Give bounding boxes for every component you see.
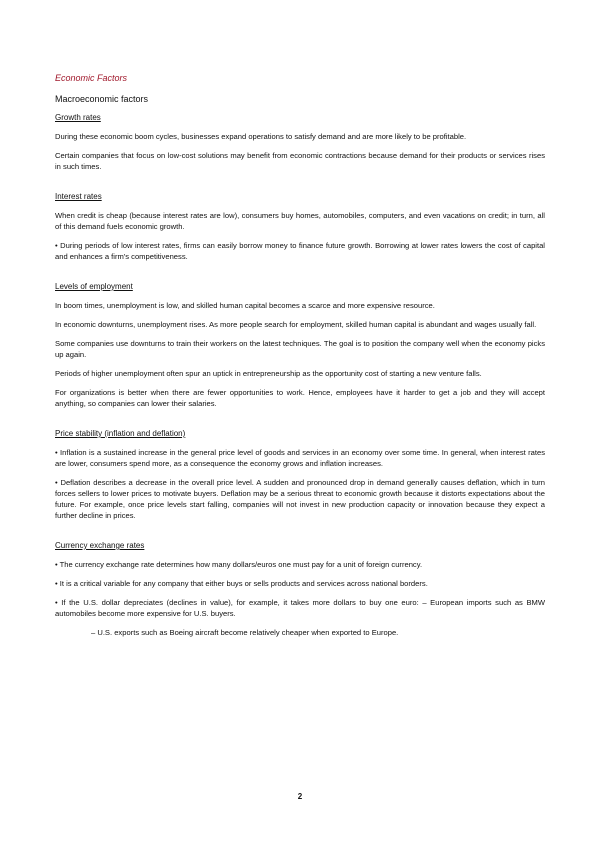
document-body: [55, 72, 545, 646]
section-heading: Levels of employment: [55, 282, 133, 291]
section-interest-rates: [55, 191, 545, 262]
document-subtitle: Macroeconomic factors: [55, 94, 149, 104]
paragraph: • Inflation is a sustained increase in the general price level of goods and services in an economy over some time. In general, when interest rates are lower, consumers spend more, as a consequence the economy grows and inflation increases.: [55, 448, 545, 468]
section-growth-rates: [55, 112, 545, 172]
section-heading: Currency exchange rates: [55, 541, 145, 550]
paragraph: Certain companies that focus on low-cost solutions may benefit from economic contractions because demand for their products or services rises in such times.: [55, 151, 545, 171]
paragraph: When credit is cheap (because interest rates are low), consumers buy homes, automobiles, computers, and even vacations on credit; in turn, all of this demand fuels economic growth.: [55, 211, 545, 231]
indented-paragraph: – U.S. exports such as Boeing aircraft become relatively cheaper when exported to Europe.: [91, 628, 399, 637]
paragraph: • If the U.S. dollar depreciates (declines in value), for example, it takes more dollars to buy one euro: – European imports such as BMW automobiles become more expensive for U.S. buyers.: [55, 598, 545, 618]
section-heading: Interest rates: [55, 192, 102, 201]
section-currency-exchange-rates: [55, 540, 545, 638]
paragraph: • The currency exchange rate determines how many dollars/euros one must pay for a unit of foreign currency.: [55, 560, 423, 569]
section-heading: Growth rates: [55, 113, 101, 122]
paragraph: In boom times, unemployment is low, and skilled human capital becomes a scarce and more expensive resource.: [55, 301, 435, 310]
paragraph: • Deflation describes a decrease in the overall price level. A sudden and pronounced drop in demand generally causes deflation, which in turn forces sellers to lower prices to motivate buyers. Deflation may be a serious threat to economic growth because it distorts expectations about the future. For example, once price levels start falling, companies will not invest in new production capacity or innovation because they expect a further decline in prices.: [55, 478, 545, 520]
section-price-stability: [55, 428, 545, 521]
spacer: [55, 270, 545, 281]
page-number: 2: [297, 792, 303, 801]
paragraph: • It is a critical variable for any company that either buys or sells products and services across national borders.: [55, 579, 428, 588]
spacer: [55, 180, 545, 191]
paragraph: In economic downturns, unemployment rises. As more people search for employment, skilled human capital is abundant and wages usually fall.: [55, 320, 537, 329]
section-heading: Price stability (inflation and deflation): [55, 429, 186, 438]
paragraph: During these economic boom cycles, businesses expand operations to satisfy demand and are more likely to be profitable.: [55, 132, 467, 141]
paragraph: Some companies use downturns to train their workers on the latest techniques. The goal is to position the company well when the economy picks up again.: [55, 339, 545, 359]
paragraph: For organizations is better when there are fewer opportunities to work. Hence, employees have it harder to get a job and they will accept anything, so companies can lower their salaries.: [55, 388, 545, 408]
document-title: Economic Factors: [55, 73, 128, 83]
spacer: [55, 529, 545, 540]
paragraph: • During periods of low interest rates, firms can easily borrow money to finance future growth. Borrowing at lower rates lowers the cost of capital and enhances a firm's competitiveness.: [55, 241, 545, 261]
spacer: [55, 417, 545, 428]
paragraph: Periods of higher unemployment often spur an uptick in entrepreneurship as the opportunity cost of starting a new venture falls.: [55, 369, 482, 378]
section-levels-of-employment: [55, 281, 545, 409]
